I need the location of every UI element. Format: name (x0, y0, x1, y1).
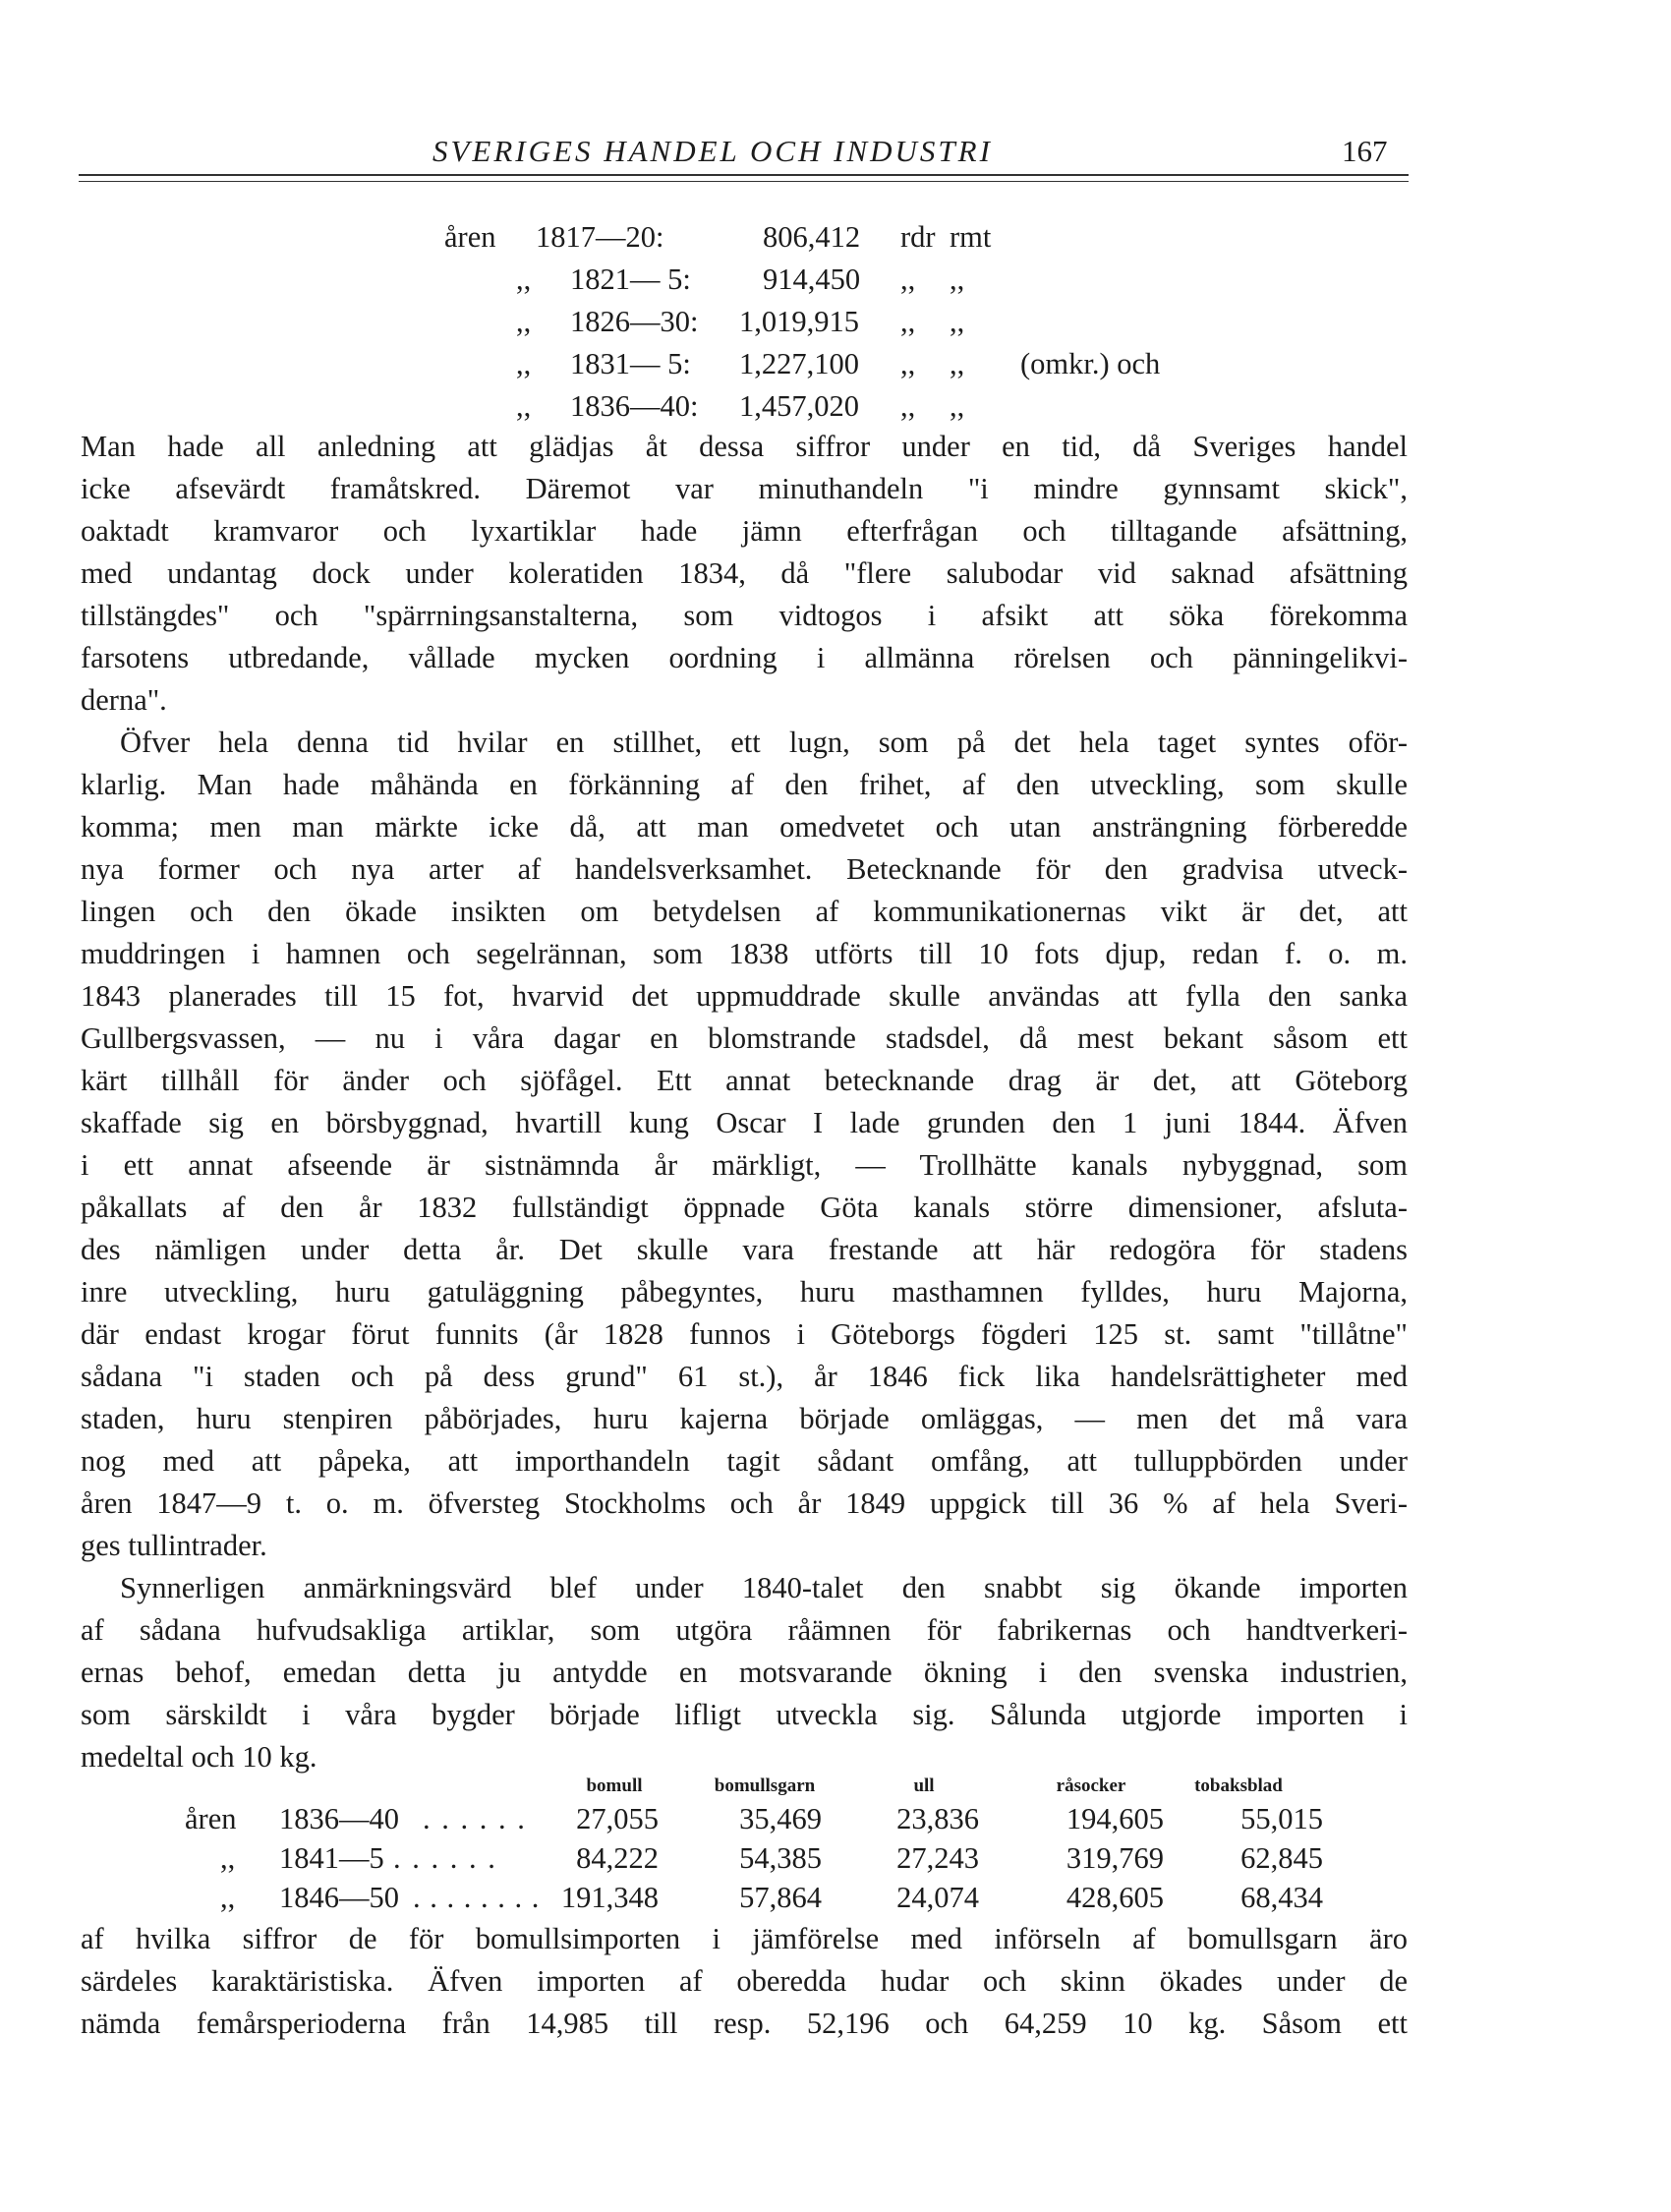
text-line: staden, huru stenpiren påbörjades, huru kajerna började omläggas, — men det må vara (81, 1402, 1408, 1435)
text-line: nog med att påpeka, att importhandeln tagit sådant omfång, att tulluppbörden under (81, 1444, 1408, 1478)
text-line: ernas behof, emedan detta ju antydde en motsvarande ökning i den svenska industrien, (81, 1656, 1408, 1689)
table-cell: 55,015 (1240, 1802, 1323, 1835)
year-list-unit: ,, (900, 305, 916, 338)
text-line: muddringen i hamnen och segelrännan, som 1838 utförts till 10 fots djup, redan f. o. m. (81, 937, 1408, 970)
table-cell: 319,769 (1066, 1841, 1164, 1875)
text-line: inre utveckling, huru gatuläggning påbegyntes, huru masthamnen fylldes, huru Majorna, (81, 1275, 1408, 1309)
row-period: 1836—40 (279, 1802, 399, 1835)
table-cell: 194,605 (1066, 1802, 1164, 1835)
text-line: Öfver hela denna tid hvilar en stillhet, ett lugn, som på det hela taget syntes oför- (120, 726, 1408, 759)
column-header: råsocker (1056, 1775, 1126, 1796)
text-line: 1843 planerades till 15 fot, hvarvid det uppmuddrade skulle användas att fylla den sanka (81, 979, 1408, 1013)
row-leader: . . . . . . (423, 1802, 527, 1835)
text-line: oaktadt kramvaror och lyxartiklar hade jämn efterfrågan och tilltagande afsättning, (81, 514, 1408, 548)
year-list-unit: ,, (900, 347, 916, 380)
text-line: af hvilka siffror de för bomullsimporten i jämförelse med införseln af bomullsgarn äro (81, 1922, 1408, 1955)
text-line: i ett annat afseende är sistnämnda år märkligt, — Trollhätte kanals nybyggnad, som (81, 1148, 1408, 1182)
text-line: icke afsevärdt framåtskred. Däremot var minuthandeln "i mindre gynnsamt skick", (81, 472, 1408, 505)
row-prefix: ,, (220, 1841, 236, 1875)
text-line: skaffade sig en börsbyggnad, hvartill kung Oscar I lade grunden den 1 juni 1844. Äfven (81, 1106, 1408, 1139)
text-line: Gullbergsvassen, — nu i våra dagar en blomstrande stadsdel, då mest bekant såsom ett (81, 1021, 1408, 1055)
year-list-value: 1,019,915 (739, 305, 859, 338)
year-list-prefix: ,, (516, 305, 532, 338)
year-list-prefix: ,, (516, 389, 532, 423)
table-cell: 23,836 (896, 1802, 979, 1835)
row-prefix: ,, (220, 1881, 236, 1914)
header-rule (79, 174, 1409, 176)
table-cell: 57,864 (739, 1881, 822, 1914)
text-line: komma; men man märkte icke då, att man omedvetet och utan ansträngning förberedde (81, 810, 1408, 844)
table-cell: 428,605 (1066, 1881, 1164, 1914)
running-title: SVERIGES HANDEL OCH INDUSTRI (432, 134, 993, 168)
row-period: 1841—5 (279, 1841, 384, 1875)
year-list-unit2: ,, (950, 262, 965, 296)
text-line: derna". (81, 683, 167, 717)
year-list-value: 806,412 (763, 220, 861, 254)
text-line: sådana "i staden och på dess grund" 61 st.), år 1846 fick lika handelsrättigheter med (81, 1360, 1408, 1393)
year-list-prefix: ,, (516, 347, 532, 380)
table-cell: 62,845 (1240, 1841, 1323, 1875)
table-cell: 35,469 (739, 1802, 822, 1835)
year-list-unit2: ,, (950, 305, 965, 338)
year-list-value: 914,450 (763, 262, 861, 296)
year-list-unit: ,, (900, 389, 916, 423)
text-line: särdeles karaktäristiska. Äfven importen af oberedda hudar och skinn ökades under de (81, 1964, 1408, 1998)
header-rule-thin (79, 181, 1409, 182)
year-list-unit2: rmt (950, 220, 992, 254)
text-line: Synnerligen anmärkningsvärd blef under 1840-talet den snabbt sig ökande importen (120, 1571, 1408, 1604)
text-line: tillstängdes" och "spärrningsanstalterna, som vidtogos i afsikt att söka förekomma (81, 599, 1408, 632)
text-line: ges tullintrader. (81, 1529, 267, 1562)
text-line: Man hade all anledning att glädjas åt dessa siffror under en tid, då Sveriges handel (81, 430, 1408, 463)
column-header: ull (913, 1775, 935, 1796)
table-cell: 191,348 (560, 1881, 659, 1914)
text-line: åren 1847—9 t. o. m. öfversteg Stockholms och år 1849 uppgick till 36 % af hela Sveri- (81, 1486, 1408, 1520)
text-line: farsotens utbredande, vållade mycken oordning i allmänna rörelsen och pänningelikvi- (81, 641, 1408, 674)
text-line: nämda femårsperioderna från 14,985 till resp. 52,196 och 64,259 10 kg. Såsom ett (81, 2007, 1408, 2040)
page-number: 167 (1342, 134, 1388, 168)
text-line: lingen och den ökade insikten om betydelsen af kommunikationernas vikt är det, att (81, 895, 1408, 928)
text-line: af sådana hufvudsakliga artiklar, som utgöra råämnen för fabrikernas och handtverkeri- (81, 1613, 1408, 1647)
column-header: bomull (586, 1775, 643, 1796)
column-header: tobaksblad (1194, 1775, 1283, 1796)
table-cell: 68,434 (1240, 1881, 1323, 1914)
text-line: kärt tillhåll för änder och sjöfågel. Ett annat betecknande drag är det, att Göteborg (81, 1064, 1408, 1097)
row-prefix: åren (185, 1802, 237, 1835)
year-list-unit2: ,, (950, 347, 965, 380)
year-list-value: 1,457,020 (739, 389, 859, 423)
table-cell: 54,385 (739, 1841, 822, 1875)
text-line: där endast krogar förut funnits (år 1828 funnos i Göteborgs fögderi 125 st. samt "tillåtne" (81, 1317, 1408, 1351)
text-line: des nämligen under detta år. Det skulle vara frestande att här redogöra för stadens (81, 1233, 1408, 1266)
text-line: klarlig. Man hade måhända en förkänning af den frihet, af den utveckling, som skulle (81, 768, 1408, 801)
text-line: nya former och nya arter af handelsverksamhet. Betecknande för den gradvisa utveck- (81, 852, 1408, 886)
table-cell: 24,074 (896, 1881, 979, 1914)
year-list-period: 1826—30: (570, 305, 699, 338)
column-header: bomullsgarn (714, 1775, 816, 1796)
year-list-unit: rdr (900, 220, 936, 254)
year-list-prefix: åren (444, 220, 496, 254)
text-line: medeltal och 10 kg. (81, 1740, 317, 1774)
text-line: som särskildt i våra bygder började lifligt utveckla sig. Sålunda utgjorde importen i (81, 1698, 1408, 1731)
year-list-unit: ,, (900, 262, 916, 296)
table-cell: 84,222 (576, 1841, 659, 1875)
table-cell: 27,243 (896, 1841, 979, 1875)
year-list-value: 1,227,100 (739, 347, 859, 380)
text-line: med undantag dock under koleratiden 1834, då "flere salubodar vid saknad afsättning (81, 556, 1408, 590)
year-list-unit2: ,, (950, 389, 965, 423)
row-period: 1846—50 (279, 1881, 399, 1914)
year-list-period: 1821— 5: (570, 262, 691, 296)
row-leader: . . . . . . . . (413, 1881, 541, 1914)
year-list-prefix: ,, (516, 262, 532, 296)
row-leader: . . . . . . (393, 1841, 497, 1875)
table-cell: 27,055 (576, 1802, 659, 1835)
year-list-period: 1836—40: (570, 389, 699, 423)
year-list-period: 1831— 5: (570, 347, 691, 380)
text-line: påkallats af den år 1832 fullständigt öppnade Göta kanals större dimensioner, afsluta- (81, 1191, 1408, 1224)
year-list-period: 1817—20: (536, 220, 664, 254)
year-list-note: (omkr.) och (1020, 347, 1161, 380)
